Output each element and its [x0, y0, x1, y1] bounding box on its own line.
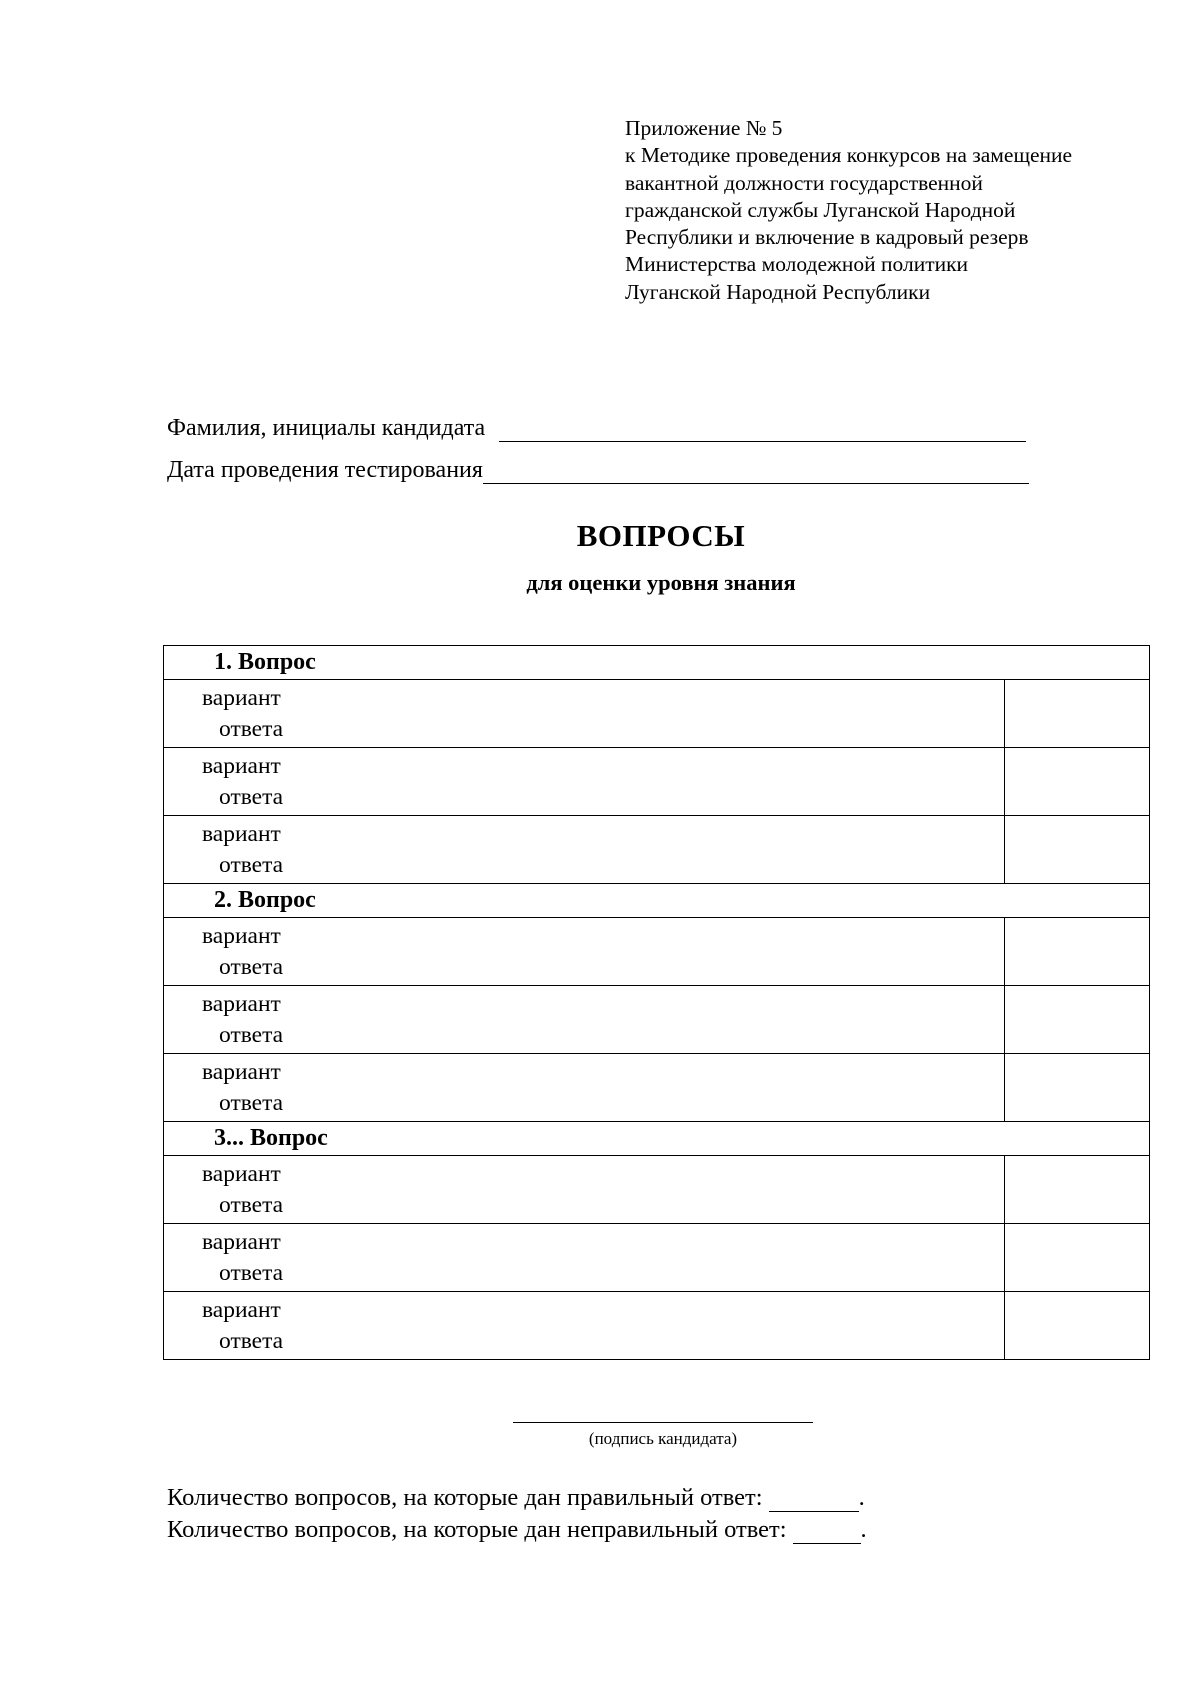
appendix-line: Республики и включение в кадровый резерв: [625, 225, 1029, 250]
signature-caption: (подпись кандидата): [588, 1429, 738, 1448]
test-date-field: [167, 457, 1029, 484]
answer-row: [164, 680, 1150, 748]
page-title: ВОПРОСЫ: [576, 518, 746, 553]
correct-count-end-mark: .: [858, 1484, 865, 1511]
appendix-line: Луганской Народной Республики: [625, 279, 931, 304]
test-date-blank[interactable]: [483, 459, 1029, 484]
appendix-line: к Методике проведения конкурсов на замещение: [625, 143, 1073, 168]
answer-mark-cell[interactable]: [1005, 986, 1150, 1054]
question-row: [164, 646, 1150, 680]
question-row: [164, 884, 1150, 918]
answer-mark-cell[interactable]: [1005, 918, 1150, 986]
answer-option-label: вариант ответа: [202, 923, 284, 980]
answer-row: [164, 748, 1150, 816]
answer-mark-cell[interactable]: [1005, 680, 1150, 748]
correct-count-blank[interactable]: [769, 1489, 859, 1512]
answer-option-label: вариант ответа: [202, 1059, 284, 1116]
answer-row: [164, 1292, 1150, 1360]
appendix-line: Министерства молодежной политики: [625, 252, 969, 277]
incorrect-count-end-mark: .: [860, 1516, 867, 1543]
incorrect-count-field: [167, 1516, 867, 1544]
candidate-name-field: [167, 415, 1026, 442]
answer-mark-cell[interactable]: [1005, 1054, 1150, 1122]
question-row: [164, 1122, 1150, 1156]
answer-option-label: вариант ответа: [202, 753, 284, 810]
answer-option-label: вариант ответа: [202, 1161, 284, 1218]
answer-row: [164, 918, 1150, 986]
question-label: 1. Вопрос: [214, 649, 316, 675]
appendix-line: гражданской службы Луганской Народной: [625, 197, 1016, 222]
incorrect-count-blank[interactable]: [793, 1521, 861, 1544]
answer-option-label: вариант ответа: [202, 821, 284, 878]
incorrect-count-label: Количество вопросов, на которые дан неправильный ответ:: [167, 1516, 787, 1543]
signature-line[interactable]: [513, 1422, 813, 1423]
appendix-line: вакантной должности государственной: [625, 170, 983, 195]
answer-row: [164, 986, 1150, 1054]
answer-option-label: вариант ответа: [202, 685, 284, 742]
answer-option-label: вариант ответа: [202, 991, 284, 1048]
answer-row: [164, 1156, 1150, 1224]
appendix-header: [625, 115, 1165, 306]
candidate-name-blank[interactable]: [499, 417, 1026, 442]
test-date-label: Дата проведения тестирования: [167, 457, 483, 483]
correct-count-label: Количество вопросов, на которые дан правильный ответ:: [167, 1484, 763, 1511]
correct-count-field: [167, 1484, 865, 1512]
question-label: 3... Вопрос: [214, 1125, 328, 1151]
answer-option-label: вариант ответа: [202, 1297, 284, 1354]
answer-row: [164, 1054, 1150, 1122]
answer-row: [164, 816, 1150, 884]
questions-table: [163, 645, 1150, 1360]
question-label: 2. Вопрос: [214, 887, 316, 913]
answer-mark-cell[interactable]: [1005, 1292, 1150, 1360]
appendix-line: Приложение № 5: [625, 116, 783, 140]
answer-mark-cell[interactable]: [1005, 1224, 1150, 1292]
answer-mark-cell[interactable]: [1005, 1156, 1150, 1224]
answer-mark-cell[interactable]: [1005, 816, 1150, 884]
signature-block: [513, 1422, 813, 1451]
candidate-name-label: Фамилия, инициалы кандидата: [167, 415, 486, 441]
answer-row: [164, 1224, 1150, 1292]
answer-option-label: вариант ответа: [202, 1229, 284, 1286]
page-subtitle: для оценки уровня знания: [526, 570, 796, 595]
answer-mark-cell[interactable]: [1005, 748, 1150, 816]
